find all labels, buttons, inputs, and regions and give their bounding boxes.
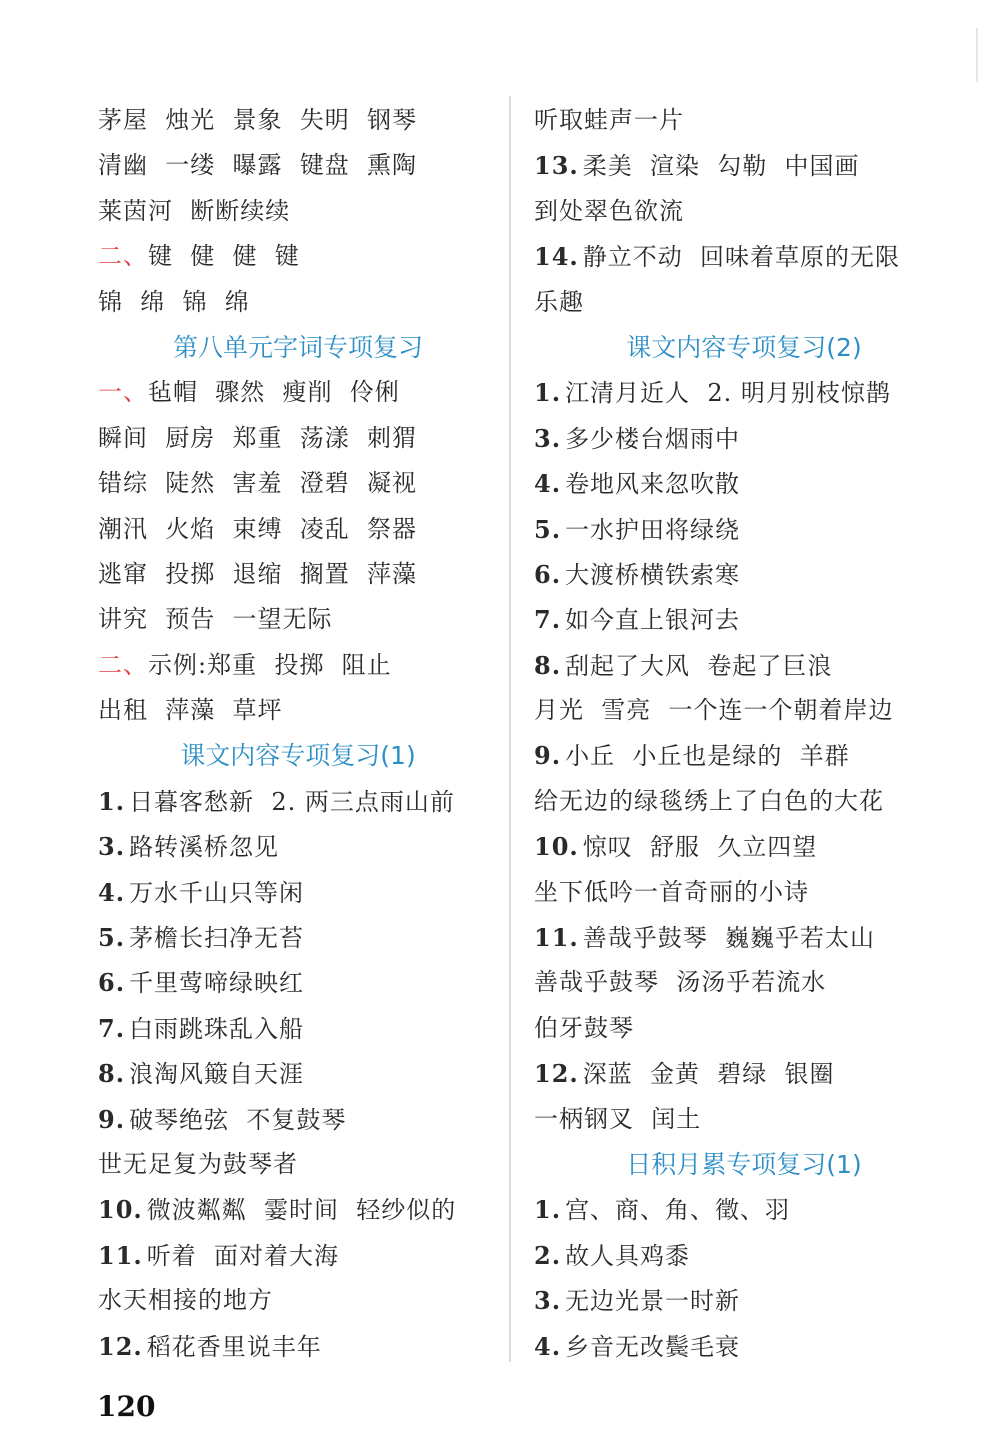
item-number: 12. — [534, 1059, 579, 1089]
answer-line — [98, 143, 498, 188]
answer-line — [534, 733, 954, 778]
column-divider — [509, 96, 511, 1362]
answer-line — [98, 1142, 498, 1187]
answer-line — [534, 189, 954, 234]
answer-line — [98, 189, 498, 234]
answer-line — [534, 824, 954, 869]
item-number: 3. — [98, 832, 126, 862]
section-heading: 日积月累专项复习(1) — [626, 1149, 862, 1179]
answer-text: 刮起了大风 卷起了巨浪 — [565, 651, 833, 680]
left-column — [98, 98, 498, 1369]
answer-text: 微波粼粼 霎时间 轻纱似的 — [146, 1196, 457, 1225]
answer-text: 小丘 小丘也是绿的 羊群 — [565, 742, 850, 771]
answer-text: 稻花香里说丰年 — [146, 1332, 322, 1361]
answer-text: 如今直上银河去 — [565, 606, 741, 635]
item-number: 3. — [534, 1286, 562, 1316]
answer-text: 世无足复为鼓琴者 — [98, 1149, 298, 1178]
answer-line — [534, 915, 954, 960]
answer-text: 千里莺啼绿映红 — [129, 969, 305, 998]
answer-line — [534, 1233, 954, 1278]
answer-line — [534, 416, 954, 461]
answer-text: 伯牙鼓琴 — [534, 1013, 634, 1042]
answer-text: 路转溪桥忽见 — [129, 833, 280, 862]
answer-text: 一柄钢叉 闰土 — [534, 1104, 702, 1133]
item-number: 5. — [98, 923, 126, 953]
top-edge-line — [976, 28, 978, 82]
answer-line — [534, 552, 954, 597]
section-marker: 一、 — [98, 378, 148, 407]
answer-text: 惊叹 舒服 久立四望 — [582, 833, 818, 862]
answer-text: 静立不动 回味着草原的无限 — [582, 243, 901, 272]
answer-text: 出租 萍藻 草坪 — [98, 696, 283, 725]
answer-line — [98, 1278, 498, 1323]
answer-line — [534, 143, 954, 188]
item-number: 8. — [534, 650, 562, 680]
answer-text: 浪淘风簸自天涯 — [129, 1060, 305, 1089]
answer-line — [534, 461, 954, 506]
answer-line — [98, 1324, 498, 1369]
item-number: 7. — [534, 605, 562, 635]
answer-line — [98, 416, 498, 461]
answer-line — [534, 507, 954, 552]
answer-line — [98, 461, 498, 506]
answer-text: 月光 雪亮 一个连一个朝着岸边 — [534, 696, 894, 725]
answer-text: 坐下低吟一首奇丽的小诗 — [534, 877, 809, 906]
item-number: 2. — [534, 1240, 562, 1270]
answer-text: 大渡桥横铁索寒 — [565, 560, 741, 589]
answer-line — [98, 597, 498, 642]
answer-line — [98, 370, 498, 415]
answer-line — [98, 824, 498, 869]
item-number: 6. — [98, 968, 126, 998]
item-number: 14. — [534, 242, 579, 272]
answer-line — [534, 1278, 954, 1323]
answer-line — [98, 779, 498, 824]
item-number: 9. — [98, 1104, 126, 1134]
answer-text: 白雨跳珠乱入船 — [129, 1014, 305, 1043]
answer-line — [98, 1006, 498, 1051]
answer-text: 错综 陡然 害羞 澄碧 凝视 — [98, 469, 418, 498]
answer-line — [534, 870, 954, 915]
answer-line — [534, 1324, 954, 1369]
section-heading: 课文内容专项复习(2) — [626, 332, 862, 362]
answer-text: 乡音无改鬓毛衰 — [565, 1332, 741, 1361]
answer-text: 莱茵河 断断续续 — [98, 196, 291, 225]
answer-text: 柔美 渲染 勾勒 中国画 — [582, 152, 860, 181]
answer-line — [98, 98, 498, 143]
answer-text: 键 健 健 键 — [148, 242, 300, 271]
answer-text: 江清月近人 2. 明月别枝惊鹊 — [565, 379, 891, 408]
answer-line — [98, 1097, 498, 1142]
answer-line — [534, 234, 954, 279]
answer-text: 到处翠色欲流 — [534, 196, 684, 225]
answer-line — [98, 234, 498, 279]
answer-line — [534, 1051, 954, 1096]
item-number: 4. — [98, 877, 126, 907]
answer-line — [98, 915, 498, 960]
answer-text: 故人具鸡黍 — [565, 1241, 691, 1270]
answer-line — [98, 688, 498, 733]
answer-text: 毡帽 骤然 瘦削 伶俐 — [148, 378, 400, 407]
answer-text: 卷地风来忽吹散 — [565, 470, 741, 499]
answer-line — [98, 643, 498, 688]
answer-text: 茅檐长扫净无苔 — [129, 924, 305, 953]
right-column — [534, 98, 954, 1369]
answer-text: 破琴绝弦 不复鼓琴 — [129, 1105, 347, 1134]
answer-line — [98, 280, 498, 325]
answer-line — [534, 688, 954, 733]
answer-text: 逃窜 投掷 退缩 搁置 萍藻 — [98, 559, 418, 588]
answer-line — [534, 779, 954, 824]
item-number: 10. — [534, 832, 579, 862]
item-number: 7. — [98, 1013, 126, 1043]
answer-line — [534, 98, 954, 143]
item-number: 5. — [534, 514, 562, 544]
answer-text: 宫、商、角、徵、羽 — [565, 1196, 791, 1225]
answer-line — [98, 870, 498, 915]
answer-line — [534, 643, 954, 688]
answer-text: 深蓝 金黄 碧绿 银圈 — [582, 1060, 835, 1089]
answer-line — [534, 597, 954, 642]
item-number: 9. — [534, 741, 562, 771]
answer-text: 锦 绵 锦 绵 — [98, 287, 250, 316]
answer-text: 善哉乎鼓琴 巍巍乎若太山 — [582, 924, 876, 953]
item-number: 4. — [534, 1331, 562, 1361]
section-marker: 二、 — [98, 242, 148, 271]
answer-line — [534, 960, 954, 1005]
answer-line — [534, 1097, 954, 1142]
answer-line — [534, 370, 954, 415]
answer-text: 听着 面对着大海 — [146, 1241, 340, 1270]
answer-line — [98, 552, 498, 597]
answer-line — [98, 1187, 498, 1232]
item-number: 1. — [534, 378, 562, 408]
answer-line — [98, 507, 498, 552]
answer-text: 茅屋 烛光 景象 失明 钢琴 — [98, 106, 418, 134]
item-number: 13. — [534, 151, 579, 181]
section-heading: 第八单元字词专项复习 — [172, 332, 423, 362]
answer-text: 日暮客愁新 2. 两三点雨山前 — [129, 787, 455, 816]
answer-line — [98, 1233, 498, 1278]
item-number: 4. — [534, 469, 562, 499]
answer-text: 水天相接的地方 — [98, 1286, 273, 1315]
answer-text: 多少楼台烟雨中 — [565, 424, 741, 453]
answer-text: 一水护田将绿绕 — [565, 515, 741, 544]
answer-text: 示例:郑重 投掷 阻止 — [148, 650, 392, 679]
item-number: 3. — [534, 423, 562, 453]
answer-text: 乐趣 — [534, 287, 584, 316]
item-number: 1. — [534, 1195, 562, 1225]
answer-line — [534, 1006, 954, 1051]
item-number: 1. — [98, 786, 126, 816]
answer-text: 讲究 预告 一望无际 — [98, 605, 333, 634]
answer-text: 给无边的绿毯绣上了白色的大花 — [534, 786, 884, 815]
answer-line — [98, 960, 498, 1005]
section-marker: 二、 — [98, 650, 148, 679]
answer-text: 清幽 一缕 曝露 键盘 熏陶 — [98, 151, 418, 180]
answer-text: 善哉乎鼓琴 汤汤乎若流水 — [534, 968, 827, 997]
item-number: 6. — [534, 559, 562, 589]
answer-text: 潮汛 火焰 束缚 凌乱 祭器 — [98, 514, 418, 543]
item-number: 12. — [98, 1331, 143, 1361]
item-number: 8. — [98, 1059, 126, 1089]
answer-text: 无边光景一时新 — [565, 1287, 741, 1316]
page-number: 120 — [97, 1390, 156, 1423]
answer-line — [534, 1187, 954, 1232]
answer-line — [98, 1051, 498, 1096]
answer-text: 瞬间 厨房 郑重 荡漾 刺猬 — [98, 423, 418, 452]
section-heading: 课文内容专项复习(1) — [180, 741, 416, 771]
item-number: 11. — [98, 1240, 143, 1270]
item-number: 10. — [98, 1195, 143, 1225]
item-number: 11. — [534, 923, 579, 953]
answer-line — [534, 280, 954, 325]
answer-text: 听取蛙声一片 — [534, 106, 684, 134]
answer-text: 万水千山只等闲 — [129, 878, 305, 907]
